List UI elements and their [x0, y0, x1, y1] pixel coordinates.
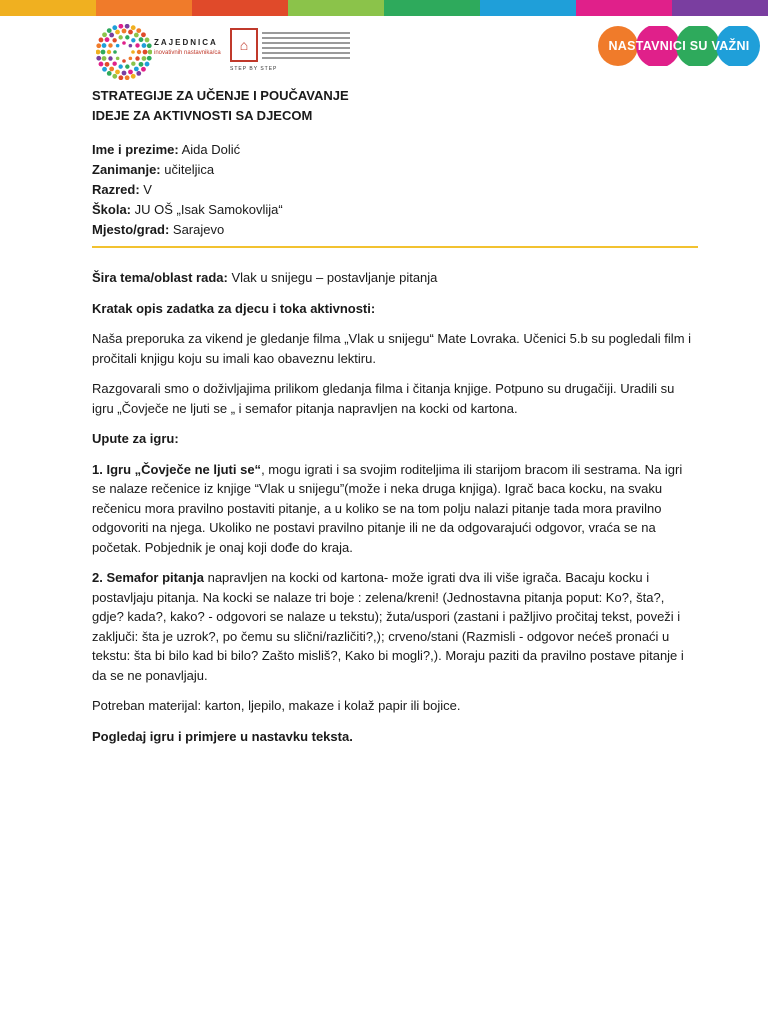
step-by-step-emblem-icon: ⌂ — [230, 28, 258, 62]
document-header — [92, 86, 692, 240]
logo-dot — [128, 30, 133, 35]
author-info — [92, 140, 692, 240]
paragraph: Razgovarali smo o doživljajima prilikom gledanja filma i čitanja knjige. Potpuno su drugačiji. Uradili su igru „Čovječe ne ljuti se „ i semafor pitanja napravljen na kocki od kartona. — [92, 381, 675, 416]
logo-dot — [99, 38, 104, 43]
document-subtitle: IDEJE ZA AKTIVNOSTI SA DJECOM — [92, 108, 313, 123]
logo-dot — [125, 24, 130, 29]
logo-dot — [108, 56, 112, 60]
meta-row-city — [92, 220, 692, 240]
logo-dot — [107, 28, 112, 33]
document-body — [92, 268, 698, 757]
document-title: STRATEGIJE ZA UČENJE I POUČAVANJE — [92, 88, 349, 103]
logo-dot — [109, 33, 114, 38]
logo-dot — [113, 50, 117, 54]
rule-2 — [92, 568, 698, 685]
stripe-segment — [288, 0, 384, 16]
logo-dot — [122, 41, 126, 45]
logo-dot — [105, 37, 110, 42]
logo-dot — [131, 74, 136, 79]
meta-label: Razred: — [92, 182, 140, 197]
logo-dot — [134, 67, 139, 72]
task-heading: Kratak opis zadatka za djecu i toka aktivnosti: — [92, 300, 376, 316]
logo-dot — [145, 62, 150, 67]
logo-name: ZAJEDNICA — [154, 38, 218, 47]
dotted-sun-logo-icon — [96, 24, 152, 80]
logo-dot — [122, 59, 126, 63]
logo-subtitle: inovativnih nastavnika/ca — [154, 50, 221, 56]
logo-dot — [145, 38, 150, 43]
logo-dot — [112, 38, 116, 42]
logo-dot — [107, 71, 112, 76]
logo-dot — [102, 67, 107, 72]
rule-1-game-name: „Čovječe ne ljuti se“ — [134, 461, 262, 477]
stripe-segment — [576, 0, 672, 16]
logo-dot — [137, 50, 141, 54]
logo-dot — [131, 62, 135, 66]
logo-dot — [102, 32, 107, 37]
logo-dot — [131, 50, 135, 54]
logo-dot — [116, 44, 120, 48]
nastavnici-su-vazni-logo — [598, 26, 760, 66]
meta-label: Škola: — [92, 202, 132, 217]
meta-value: učiteljica — [160, 162, 215, 177]
logo-dot — [112, 62, 116, 66]
topic-line — [92, 268, 698, 288]
meta-value: Sarajevo — [169, 222, 225, 237]
logo-dot — [125, 75, 130, 80]
logo-dot — [112, 74, 117, 79]
meta-value: JU OŠ „Isak Samokovlija“ — [131, 202, 283, 217]
logo-dot — [112, 25, 117, 30]
logo-dot — [136, 71, 141, 76]
logo-dot — [108, 43, 112, 47]
stripe-segment — [96, 0, 192, 16]
logo-dot — [96, 43, 101, 48]
meta-row-occupation — [92, 160, 692, 180]
stripe-segment — [0, 0, 96, 16]
logo-dot — [147, 56, 152, 61]
rule-1 — [92, 460, 698, 558]
logo-dot — [125, 35, 129, 39]
logo-dot — [143, 50, 148, 55]
top-color-stripe — [0, 0, 768, 16]
logo-dot — [99, 62, 104, 67]
materials-line: Potreban materijal: karton, ljepilo, makaze i kolaž papir ili bojice. — [92, 698, 461, 713]
logo-dot — [105, 62, 110, 67]
logo-dot — [131, 38, 135, 42]
logo-dot — [118, 35, 122, 39]
logo-dot — [118, 64, 122, 68]
logo-dot — [118, 24, 123, 29]
rule-1-text: , mogu igrati i sa svojim roditeljima ili starijom bracom ili sestrama. Na igri se nalaze rečenice iz knjige “Vlak u snijegu”(može i neka druga knjiga). Igrač baca kocku, na svaku rečenicu mora pravilno postaviti pitanje, a u koliko se na tom polju nalazi pitanje tada mora pravilno odgovoriti na njega. Ukoliko ne postavi pravilno pitanje ili ne da odgovarajući odgovor, vraća se na početak. Pobjednik je onaj koji dođe do kraja. — [92, 461, 683, 555]
logo-dot — [148, 50, 152, 55]
logo-dot — [141, 67, 146, 72]
logo-dot — [116, 57, 120, 61]
logo-dot — [107, 50, 111, 54]
logo-dot — [134, 33, 139, 38]
logo-dot — [139, 37, 144, 42]
stripe-segment — [672, 0, 768, 16]
logo-dot — [128, 70, 133, 75]
address-block — [262, 30, 350, 62]
logo-caption: STEP BY STEP — [230, 66, 278, 72]
logo-dot — [142, 43, 147, 48]
meta-value: Aida Dolić — [178, 142, 241, 157]
logo-dot — [141, 32, 146, 37]
paragraph: Naša preporuka za vikend je gledanje filma „Vlak u snijegu“ Mate Lovraka. Učenici 5.b su pogledali film i pročitali knjigu koju su imali kao obaveznu lektiru. — [92, 331, 692, 366]
logo-dot — [109, 67, 114, 72]
meta-row-name — [92, 140, 692, 160]
logo-dot — [142, 56, 147, 61]
meta-label: Mjesto/grad: — [92, 222, 170, 237]
rule-2-text: napravljen na kocki od kartona- može igrati dva ili više igrača. Bacaju kocku i postavljaju pitanja. Na kocki se nalaze tri boje : zelena/kreni! (Jednostavna pitanja poput: Ko?, šta?, gdje? kada?, kako? - odgovori se nalaze u tekstu); žuta/uspori (zastani i pažljivo pročitaj tekst, poveži i zaključi: šta je uzrok?, po čemu su slični/različiti?,); crveno/stani (Razmisli - odgovor nećeš pronaći u tekstu: šta bi bilo kad bi bilo? Zašto misliš?, Kako bi mogli?,). Moraju paziti da pravilno postave pitanje i da se ne ponavljaju. — [92, 570, 684, 683]
stripe-segment — [192, 0, 288, 16]
logo-dot — [135, 43, 139, 47]
stripe-segment — [480, 0, 576, 16]
meta-label: Ime i prezime: — [92, 142, 179, 157]
logo-dot — [136, 28, 141, 33]
rules-heading: Upute za igru: — [92, 431, 179, 446]
topic-value: Vlak u snijegu – postavljanje pitanja — [227, 270, 438, 285]
meta-value: V — [139, 182, 152, 197]
logo-dot — [122, 29, 127, 34]
logo-dot — [129, 57, 133, 61]
logo-dot — [101, 50, 106, 55]
meta-row-school — [92, 200, 692, 220]
logo-dot — [115, 30, 120, 35]
topic-label: Šira tema/oblast rada: — [92, 270, 228, 285]
logo-dot — [129, 44, 133, 48]
logo-dot — [139, 62, 144, 67]
step-by-step-logo — [230, 28, 350, 80]
section-divider — [92, 246, 698, 248]
rule-1-prefix: 1. Igru — [92, 461, 135, 477]
zajednica-logo — [96, 24, 228, 80]
logo-text: NASTAVNICI SU VAŽNI — [608, 39, 750, 53]
meta-row-grade — [92, 180, 692, 200]
closing-line: Pogledaj igru i primjere u nastavku teksta. — [92, 728, 353, 744]
logo-dot — [102, 56, 107, 61]
logo-dot — [131, 25, 136, 30]
logo-dot — [115, 70, 120, 75]
meta-label: Zanimanje: — [92, 162, 161, 177]
logo-dot — [96, 56, 101, 61]
logo-dot — [147, 43, 152, 48]
logo-dot — [135, 56, 139, 60]
stripe-segment — [384, 0, 480, 16]
logo-dot — [102, 43, 107, 48]
logo-dot — [96, 50, 100, 55]
logo-dot — [118, 75, 123, 80]
logo-dot — [122, 71, 127, 76]
rule-2-game-name: 2. Semafor pitanja — [92, 570, 204, 585]
logo-dot — [125, 64, 129, 68]
